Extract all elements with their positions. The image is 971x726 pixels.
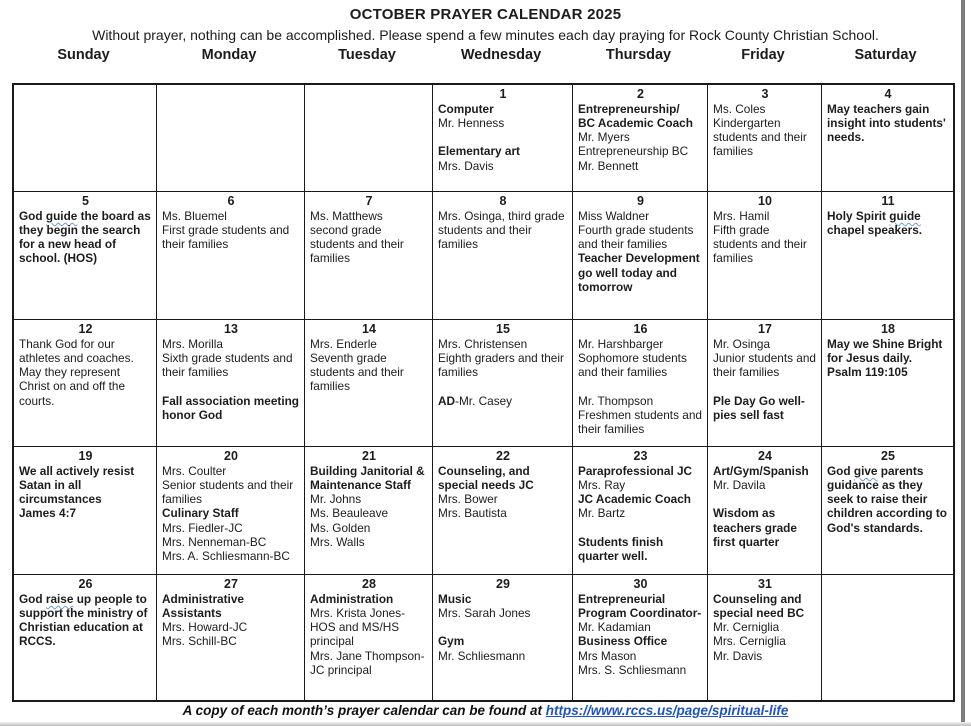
cell-text-line: Mrs. Fiedler-JC xyxy=(162,520,243,535)
cell-text-line: Thank God for our athletes and coaches. May they represent Christ on and off the courts. xyxy=(19,337,134,408)
calendar-cell xyxy=(433,575,573,700)
calendar-cell xyxy=(305,85,433,192)
cell-text-line: Mr. Osinga xyxy=(713,337,771,351)
cell-text-line: Art/Gym/Spanish xyxy=(713,464,809,478)
day-number: 24 xyxy=(758,449,772,463)
day-number: 2 xyxy=(637,87,644,101)
calendar-cell xyxy=(708,447,822,575)
spellcheck-underlined-word: give xyxy=(853,464,878,478)
cell-text-line xyxy=(438,379,568,393)
cell-text-line: Mrs. Nenneman-BC xyxy=(162,534,267,549)
calendar-cell xyxy=(305,447,433,575)
weekday-header-saturday: Saturday xyxy=(854,47,917,63)
day-number: 27 xyxy=(224,577,238,591)
cell-text-line: Mrs. Hamil xyxy=(713,209,770,223)
cell-text-line: Mrs. Morilla xyxy=(162,337,223,351)
day-number: 28 xyxy=(362,577,376,591)
calendar-cell xyxy=(14,575,157,700)
cell-text-line xyxy=(713,379,817,393)
cell-text-line: Computer xyxy=(438,102,494,116)
cell-text-line: Mrs. Schill-BC xyxy=(162,634,237,649)
calendar-cell xyxy=(433,85,573,192)
cell-text-line: Mrs. Krista Jones-HOS and MS/HS principal xyxy=(310,606,406,649)
weekday-header-thursday: Thursday xyxy=(605,47,672,63)
calendar-cell xyxy=(708,320,822,447)
cell-text-line: Fifth grade students and their families xyxy=(713,223,807,266)
day-number: 22 xyxy=(496,449,510,463)
cell-text-line: Students finish quarter well. xyxy=(578,534,664,563)
cell-text-line: Mr. Schliesmann xyxy=(438,648,526,663)
cell-text-line: Mrs. Bower xyxy=(438,492,498,507)
day-number: 29 xyxy=(496,577,510,591)
cell-text-line: Eighth graders and their families xyxy=(438,351,564,380)
cell-text-line: Mr. Davis xyxy=(713,648,763,663)
day-number: 14 xyxy=(362,322,376,336)
cell-text-line xyxy=(578,521,703,535)
cell-text-line: Sophomore students and their families xyxy=(578,351,687,380)
cell-text-line: second grade students and their families xyxy=(310,223,404,266)
cell-text-line: Administration xyxy=(310,592,394,606)
day-number: 26 xyxy=(78,577,93,591)
cell-text-line: Business Office xyxy=(578,634,668,649)
cell-text-line: Entrepreneurship BC xyxy=(578,144,689,159)
cell-text-line: Mrs Mason xyxy=(578,648,637,663)
calendar-cell xyxy=(708,85,822,192)
cell-text-line: Mrs. Bautista xyxy=(438,506,507,521)
day-number: 16 xyxy=(633,322,648,336)
calendar-cell xyxy=(822,320,953,447)
cell-text-line: Entrepreneurship/ xyxy=(578,102,680,116)
day-number: 6 xyxy=(227,194,235,208)
cell-text-line: Freshmen students and their families xyxy=(578,407,702,436)
calendar-cell xyxy=(822,192,953,320)
cell-text-line: Mrs. A. Schliesmann-BC xyxy=(162,548,290,563)
cell-text-line: Mrs. S. Schliesmann xyxy=(578,662,687,677)
calendar-cell xyxy=(14,447,157,575)
day-number: 10 xyxy=(758,194,772,208)
spellcheck-underlined-word: guide xyxy=(889,209,921,223)
day-number xyxy=(310,87,428,102)
cell-text-line: Kindergarten students and their families xyxy=(713,116,807,159)
cell-text-line: Seventh grade students and their families xyxy=(310,351,404,394)
cell-text-line: Mrs. Enderle xyxy=(310,337,377,351)
calendar-cell xyxy=(14,192,157,320)
cell-text-line: Mr. Bartz xyxy=(578,506,626,521)
weekday-header-sunday: Sunday xyxy=(57,47,110,63)
cell-text-line: Mr. Davila xyxy=(713,478,766,493)
cell-text-line: May we Shine Bright for Jesus daily. xyxy=(827,337,943,366)
cell-text-line: Mrs. Cerniglia xyxy=(713,634,786,649)
cell-text-line: Entrepreneurial Program Coordinator- xyxy=(578,592,702,621)
cell-text-line: Ms. Golden xyxy=(310,520,371,535)
cell-text-line: Mrs. Osinga, third grade students and their families xyxy=(438,209,565,252)
cell-text-line: Mrs. Davis xyxy=(438,158,494,173)
cell-text-line: God guide the board as they begin the search for a new head of school. (HOS) xyxy=(19,209,151,266)
weekday-header-tuesday: Tuesday xyxy=(338,47,396,63)
calendar-cell xyxy=(433,320,573,447)
cell-text-line: Fall association meeting honor God xyxy=(162,393,300,422)
day-number: 20 xyxy=(224,449,238,463)
cell-text-line: Wisdom as teachers grade first quarter xyxy=(713,506,797,549)
day-number: 23 xyxy=(633,449,648,463)
cell-text-line: Holy Spirit guide chapel speakers. xyxy=(827,209,923,238)
cell-text-line: Teacher Development go well today and tomorrow xyxy=(578,251,700,294)
cell-text-line: Mr. Harshbarger xyxy=(578,337,664,351)
weekday-header-monday: Monday xyxy=(201,47,257,63)
day-number: 3 xyxy=(761,87,769,101)
cell-text-line xyxy=(162,379,300,393)
day-number: 11 xyxy=(881,194,895,208)
calendar-cell xyxy=(433,192,573,320)
calendar-title: OCTOBER PRAYER CALENDAR 2025 xyxy=(349,6,622,23)
day-number: 17 xyxy=(758,322,772,336)
cell-text-line: Mrs. Howard-JC xyxy=(162,620,248,635)
calendar-cell xyxy=(157,85,305,192)
cell-text-line: Ms. Bluemel xyxy=(162,209,227,223)
cell-text-line: Miss Waldner xyxy=(578,209,650,223)
day-number xyxy=(19,87,152,102)
weekday-header-wednesday: Wednesday xyxy=(460,47,542,63)
cell-text-line xyxy=(438,620,568,634)
page-edge-right xyxy=(961,0,965,726)
cell-text-line: Music xyxy=(438,592,472,606)
day-number: 13 xyxy=(224,322,238,336)
calendar-cell xyxy=(433,447,573,575)
calendar-cell xyxy=(305,192,433,320)
cell-text-line: Ms. Matthews xyxy=(310,209,383,223)
day-number: 5 xyxy=(82,194,89,208)
cell-text-line: Culinary Staff xyxy=(162,506,239,521)
spellcheck-underlined-word: raise xyxy=(45,592,74,606)
calendar-cell xyxy=(822,85,953,192)
footer-text: A copy of each month’s prayer calendar can be found at xyxy=(182,703,543,718)
cell-text-line: Fourth grade students and their families xyxy=(578,223,694,252)
calendar-cell xyxy=(14,320,157,447)
cell-text-line: Mrs. Coulter xyxy=(162,464,227,478)
cell-text-line: Mrs. Christensen xyxy=(438,337,528,351)
day-number: 18 xyxy=(881,322,895,336)
cell-text-line: Mr. Cerniglia xyxy=(713,620,780,635)
day-number: 31 xyxy=(758,577,772,591)
day-number: 19 xyxy=(78,449,93,463)
cell-text-segment: AD xyxy=(438,393,456,408)
day-number: 1 xyxy=(499,87,507,101)
cell-text-line: Counseling, and special needs JC xyxy=(438,464,534,493)
calendar-cell xyxy=(708,192,822,320)
cell-text-line: JC Academic Coach xyxy=(578,492,691,507)
weekday-header-friday: Friday xyxy=(741,47,785,63)
cell-text-line: BC Academic Coach xyxy=(578,116,693,131)
calendar-cell xyxy=(157,320,305,447)
cell-text-line: Mr. Thompson xyxy=(578,393,654,408)
calendar-cell xyxy=(157,192,305,320)
day-number xyxy=(162,87,300,102)
day-number: 4 xyxy=(884,87,892,101)
day-number: 30 xyxy=(633,577,648,591)
cell-text-line: Junior students and their families xyxy=(713,351,816,380)
cell-text-line: Mr. Johns xyxy=(310,492,362,507)
footer-note xyxy=(0,703,971,718)
cell-text-segment: -Mr. Casey xyxy=(455,393,513,408)
calendar-cell xyxy=(573,320,708,447)
cell-text-line: Mr. Kadamian xyxy=(578,620,651,635)
cell-text-line: Mr. Bennett xyxy=(578,158,639,173)
spellcheck-underlined-word: guide xyxy=(45,209,78,223)
calendar-cell xyxy=(573,85,708,192)
cell-text-line: Building Janitorial & Maintenance Staff xyxy=(310,464,425,493)
calendar-cell xyxy=(708,575,822,700)
calendar-cell xyxy=(14,85,157,192)
cell-text-line xyxy=(578,379,703,393)
cell-text-line: Mrs. Walls xyxy=(310,534,365,549)
cell-text-line: Sixth grade students and their families xyxy=(162,351,293,380)
cell-text-line xyxy=(438,394,568,408)
day-number xyxy=(827,577,949,592)
calendar-cell xyxy=(305,320,433,447)
calendar-cell xyxy=(573,447,708,575)
cell-text-line: Gym xyxy=(438,634,465,649)
cell-text-line: Senior students and their families xyxy=(162,478,294,507)
cell-text-line xyxy=(713,492,817,506)
cell-text-line xyxy=(438,130,568,144)
day-number: 25 xyxy=(881,449,895,463)
calendar-grid xyxy=(12,83,955,702)
cell-text-line: Mrs. Sarah Jones xyxy=(438,606,531,621)
cell-text-line: Psalm 119:105 xyxy=(827,365,908,380)
cell-text-line: Counseling and special need BC xyxy=(713,592,805,621)
calendar-cell xyxy=(305,575,433,700)
cell-text-line: Elementary art xyxy=(438,144,520,159)
cell-text-line: May teachers gain insight into students' needs. xyxy=(827,102,946,145)
day-number: 15 xyxy=(496,322,510,336)
cell-text-line: God raise up people to support the ministry of Christian education at RCCS. xyxy=(19,592,148,649)
day-number: 8 xyxy=(499,194,507,208)
cell-text-line: Ms. Beauleave xyxy=(310,506,389,521)
cell-text-line: James 4:7 xyxy=(19,506,77,521)
weekday-header-row xyxy=(12,47,955,63)
calendar-cell xyxy=(157,447,305,575)
cell-text-line: Ple Day Go well- pies sell fast xyxy=(713,393,805,422)
calendar-cell xyxy=(573,575,708,700)
cell-text-line: First grade students and their families xyxy=(162,223,290,252)
calendar-cell xyxy=(822,575,953,700)
day-number: 12 xyxy=(78,322,93,336)
cell-text-line: Mr. Myers xyxy=(578,130,630,145)
cell-text-line: Paraprofessional JC xyxy=(578,464,693,478)
cell-text-line: Mrs. Ray xyxy=(578,478,626,493)
calendar-cell xyxy=(822,447,953,575)
cell-text-line: Mrs. Jane Thompson-JC principal xyxy=(310,648,425,677)
page-edge-bottom xyxy=(0,722,971,726)
calendar-subtitle: Without prayer, nothing can be accomplished. Please spend a few minutes each day praying for Rock County Christian School. xyxy=(92,27,879,43)
day-number: 9 xyxy=(637,194,644,208)
cell-text-line: Mr. Henness xyxy=(438,116,505,131)
cell-text-line: Ms. Coles xyxy=(713,102,766,116)
cell-text-line: Administrative Assistants xyxy=(162,592,244,621)
cell-text-line: God give parents guidance as they seek to raise their children according to God's standards. xyxy=(827,464,947,535)
spiritual-life-link[interactable]: https://www.rccs.us/page/spiritual-life xyxy=(545,703,789,718)
calendar-cell xyxy=(573,192,708,320)
cell-text-line: We all actively resist Satan in all circumstances xyxy=(19,464,135,507)
day-number: 21 xyxy=(362,449,376,463)
calendar-cell xyxy=(157,575,305,700)
day-number: 7 xyxy=(365,194,373,208)
